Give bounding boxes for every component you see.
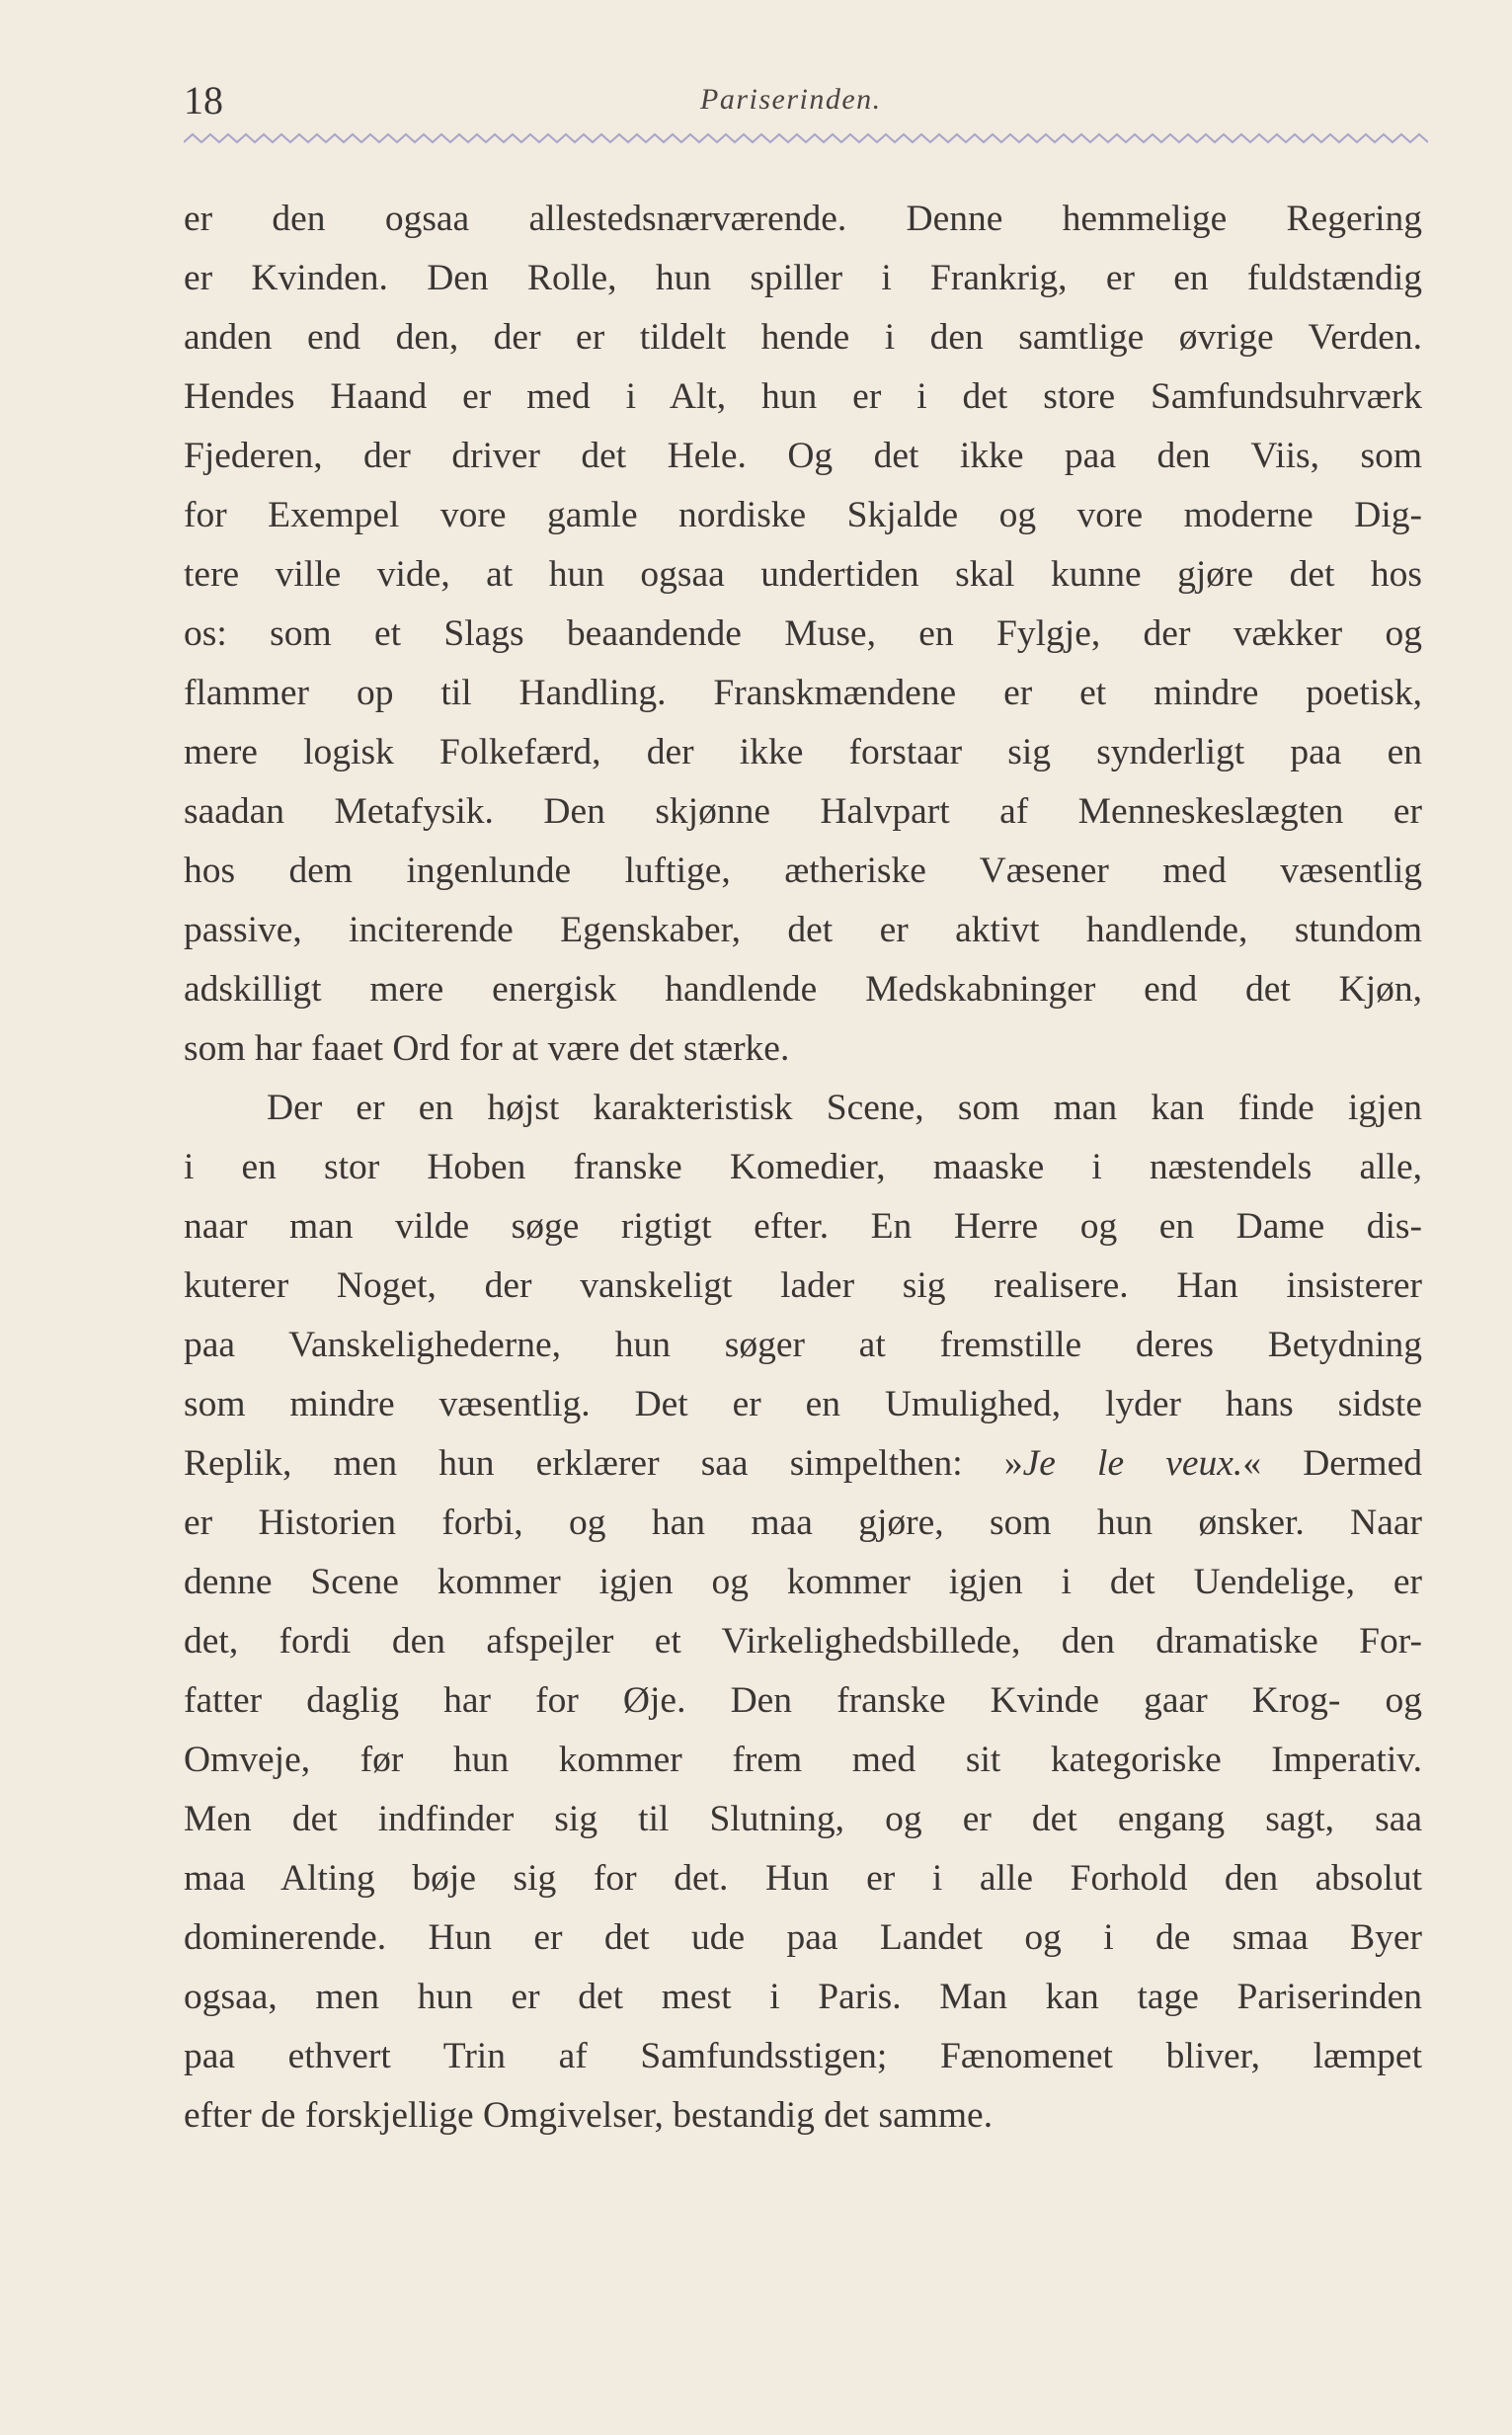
text-line: Hendes Haand er med i Alt, hun er i det store Samfundsuhrværk	[184, 376, 1422, 417]
running-title: Pariserinden.	[700, 83, 882, 116]
text-line: som mindre væsentlig. Det er en Umulighed, lyder hans sidste	[184, 1384, 1422, 1424]
text-line: ogsaa, men hun er det mest i Paris. Man kan tage Pariserinden	[184, 1977, 1422, 2017]
text-line: Der er en højst karakteristisk Scene, som man kan finde igjen	[267, 1088, 1422, 1128]
text-line: naar man vilde søge rigtigt efter. En Herre og en Dame dis-	[184, 1206, 1422, 1247]
wavy-rule-ornament	[184, 126, 1428, 152]
text-line: paa ethvert Trin af Samfundsstigen; Fænomenet bliver, læmpet	[184, 2036, 1422, 2076]
page-number: 18	[184, 78, 223, 122]
text-line: tere ville vide, at hun ogsaa undertiden skal kunne gjøre det hos	[184, 554, 1422, 595]
text-line: mere logisk Folkefærd, der ikke forstaar sig synderligt paa en	[184, 732, 1422, 772]
text-line: Fjederen, der driver det Hele. Og det ikke paa den Viis, som	[184, 436, 1422, 476]
text-line: fatter daglig har for Øje. Den franske Kvinde gaar Krog- og	[184, 1680, 1422, 1721]
text-line: adskilligt mere energisk handlende Medskabninger end det Kjøn,	[184, 969, 1422, 1010]
text-line: flammer op til Handling. Franskmændene er et mindre poetisk,	[184, 673, 1422, 713]
text-line: efter de forskjellige Omgivelser, bestandig det samme.	[184, 2095, 994, 2136]
text-line: er Historien forbi, og han maa gjøre, som hun ønsker. Naar	[184, 1502, 1422, 1543]
text-line: maa Alting bøje sig for det. Hun er i alle Forhold den absolut	[184, 1858, 1422, 1899]
text-line: kuterer Noget, der vanskeligt lader sig realisere. Han insisterer	[184, 1265, 1422, 1306]
text-line: er Kvinden. Den Rolle, hun spiller i Frankrig, er en fuldstændig	[184, 258, 1422, 298]
text-line: os: som et Slags beaandende Muse, en Fylgje, der vækker og	[184, 613, 1422, 654]
text-line: i en stor Hoben franske Komedier, maaske i næstendels alle,	[184, 1147, 1422, 1187]
text-line: Men det indfinder sig til Slutning, og er det engang sagt, saa	[184, 1799, 1422, 1839]
body-text	[184, 190, 1422, 2146]
text-line: som har faaet Ord for at være det stærke.	[184, 1028, 790, 1069]
text-line: passive, inciterende Egenskaber, det er aktivt handlende, stundom	[184, 910, 1422, 950]
italic-quotation: Je le veux.	[1022, 1443, 1243, 1484]
text-line: for Exempel vore gamle nordiske Skjalde og vore moderne Dig-	[184, 495, 1422, 535]
text-line: anden end den, der er tildelt hende i den samtlige øvrige Verden.	[184, 317, 1422, 358]
text-line: Omveje, før hun kommer frem med sit kategoriske Imperativ.	[184, 1740, 1422, 1780]
quote-lead-text: Replik, men hun erklærer saa simpelthen: »	[184, 1443, 1023, 1484]
text-line: hos dem ingenlunde luftige, ætheriske Væsener med væsentlig	[184, 851, 1422, 891]
text-line: er den ogsaa allestedsnærværende. Denne hemmelige Regering	[184, 199, 1422, 239]
quote-tail-text: « Dermed	[1242, 1443, 1422, 1484]
text-line: saadan Metafysik. Den skjønne Halvpart af Menneskeslægten er	[184, 791, 1422, 832]
text-line: denne Scene kommer igjen og kommer igjen i det Uendelige, er	[184, 1562, 1422, 1602]
text-line: det, fordi den afspejler et Virkelighedsbillede, den dramatiske For-	[184, 1621, 1422, 1662]
text-line: paa Vanskelighederne, hun søger at fremstille deres Betydning	[184, 1325, 1422, 1365]
text-line: dominerende. Hun er det ude paa Landet og i de smaa Byer	[184, 1917, 1422, 1958]
text-line-with-quote	[184, 1434, 1422, 1494]
